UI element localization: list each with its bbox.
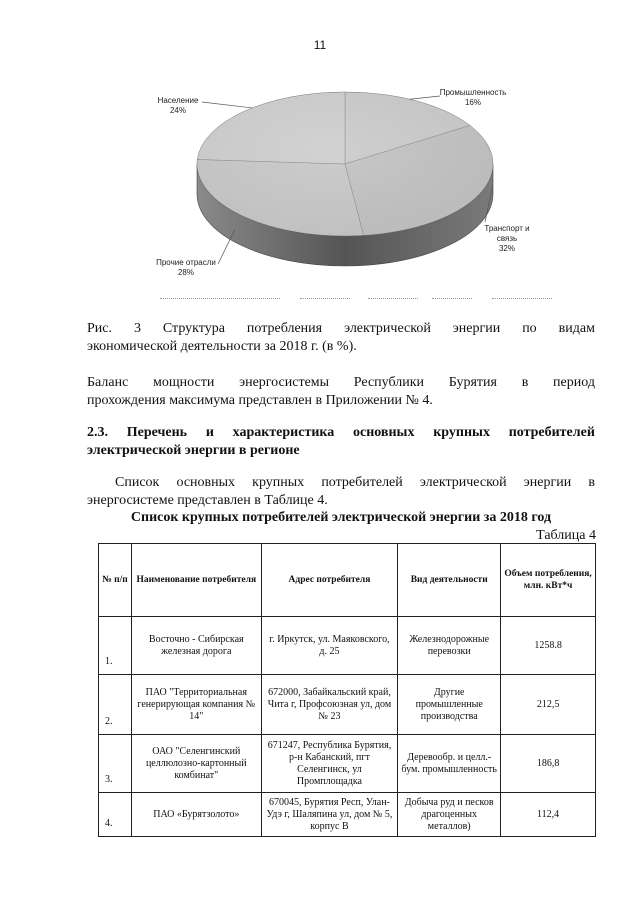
list-line-1 <box>87 474 595 492</box>
word: электрической <box>419 475 507 490</box>
word: и <box>205 425 214 440</box>
word: видам <box>558 321 595 336</box>
word: Бурятия <box>448 375 497 390</box>
slice-value: 16% <box>464 98 481 107</box>
word: энергии <box>523 475 572 490</box>
word: крупных <box>433 425 490 440</box>
list-paragraph <box>87 474 595 510</box>
cell-name: Восточно - Сибирская железная дорога <box>131 617 261 675</box>
cell-address: 672000, Забайкальский край, Чита г, Профсоюзная ул, дом № 23 <box>261 675 398 735</box>
word: в <box>588 475 595 490</box>
word: характеристика <box>232 425 335 440</box>
word: крупных <box>252 475 305 490</box>
word: потребителей <box>508 425 595 440</box>
page-number: 11 <box>313 38 327 52</box>
chart-bottom-dots <box>300 298 350 300</box>
chart-bottom-dots <box>160 298 280 300</box>
slice-label-industry <box>418 88 528 108</box>
slice-value: 28% <box>177 268 194 277</box>
cell-volume: 212,5 <box>501 675 596 735</box>
table-row <box>99 617 596 675</box>
word: основных <box>352 425 415 440</box>
leader-line <box>202 102 252 108</box>
word: потребителей <box>321 475 403 490</box>
chart-bottom-dots <box>368 298 418 300</box>
word: основных <box>176 475 236 490</box>
slice-name: Транспорт и связь <box>484 224 530 243</box>
word: в <box>521 375 529 390</box>
slice-label-other <box>146 258 226 278</box>
word: Республики <box>353 375 425 390</box>
header-number: № п/п <box>99 544 132 617</box>
cell-number: 3. <box>99 735 132 793</box>
word: электрической <box>344 321 431 336</box>
chart-bottom-dots <box>492 298 552 300</box>
cell-name: ПАО «Бурятзолото» <box>131 793 261 837</box>
section-heading <box>87 424 595 460</box>
list-line-2: энергосистеме представлен в Таблице 4. <box>87 493 328 508</box>
balance-line-1 <box>87 374 595 392</box>
pie-top-shade <box>197 92 493 236</box>
cell-address: 671247, Республика Бурятия, р-н Кабанский, пгт Селенгинск, ул Промплощадка <box>261 735 398 793</box>
word: энергосистемы <box>239 375 330 390</box>
caption-line-1 <box>87 320 595 338</box>
table-row <box>99 793 596 837</box>
consumers-table <box>98 543 596 837</box>
heading-line-2: электрической энергии в регионе <box>87 443 300 458</box>
cell-activity: Железнодорожные перевозки <box>398 617 501 675</box>
cell-name: ПАО "Территориальная генерирующая компания № 14" <box>131 675 261 735</box>
word: 3 <box>133 321 141 336</box>
balance-paragraph <box>87 374 595 410</box>
cell-address: 670045, Бурятия Респ, Улан-Удэ г, Шаляпина ул, дом № 5, корпус В <box>261 793 398 837</box>
cell-activity: Деревообр. и целл.-бум. промышленность <box>398 735 501 793</box>
table-label: Таблица 4 <box>536 528 596 543</box>
word: Баланс <box>87 375 129 390</box>
word: Структура <box>162 321 225 336</box>
slice-value: 24% <box>169 106 186 115</box>
header-name: Наименование потребителя <box>131 544 261 617</box>
header-volume: Объем потребления, млн. кВт*ч <box>501 544 596 617</box>
cell-volume: 1258.8 <box>501 617 596 675</box>
word: потребления <box>246 321 323 336</box>
slice-name: Промышленность <box>439 88 507 97</box>
pie-chart <box>140 72 580 304</box>
cell-number: 2. <box>99 675 132 735</box>
word: энергии <box>452 321 501 336</box>
slice-name: Прочие отрасли <box>156 258 216 267</box>
cell-address: г. Иркутск, ул. Маяковского, д. 25 <box>261 617 398 675</box>
table-header-row <box>99 544 596 617</box>
word: Список <box>115 475 160 490</box>
word: по <box>522 321 537 336</box>
header-address: Адрес потребителя <box>261 544 398 617</box>
cell-volume: 112,4 <box>501 793 596 837</box>
slice-name: Население <box>157 96 199 105</box>
word: мощности <box>153 375 215 390</box>
cell-volume: 186,8 <box>501 735 596 793</box>
balance-line-2: прохождения максимума представлен в Приложении № 4. <box>87 393 433 408</box>
word: Рис. <box>87 321 112 336</box>
cell-name: ОАО "Селенгинский целлюлозно-картонный комбинат" <box>131 735 261 793</box>
word: Перечень <box>126 425 188 440</box>
figure-caption <box>87 320 595 356</box>
heading-line-1 <box>87 424 595 442</box>
table-row <box>99 675 596 735</box>
word: 2.3. <box>87 425 108 440</box>
slice-value: 32% <box>498 244 515 253</box>
cell-number: 4. <box>99 793 132 837</box>
slice-label-transport <box>476 224 538 254</box>
cell-activity: Добыча руд и песков драгоценных металлов) <box>398 793 501 837</box>
cell-number: 1. <box>99 617 132 675</box>
table-title: Список крупных потребителей электрической энергии за 2018 год <box>130 510 552 525</box>
slice-label-population <box>148 96 208 116</box>
chart-bottom-dots <box>432 298 472 300</box>
header-activity: Вид деятельности <box>398 544 501 617</box>
word: период <box>553 375 595 390</box>
cell-activity: Другие промышленные производства <box>398 675 501 735</box>
table-row <box>99 735 596 793</box>
caption-line-2: экономической деятельности за 2018 г. (в %). <box>87 339 357 354</box>
